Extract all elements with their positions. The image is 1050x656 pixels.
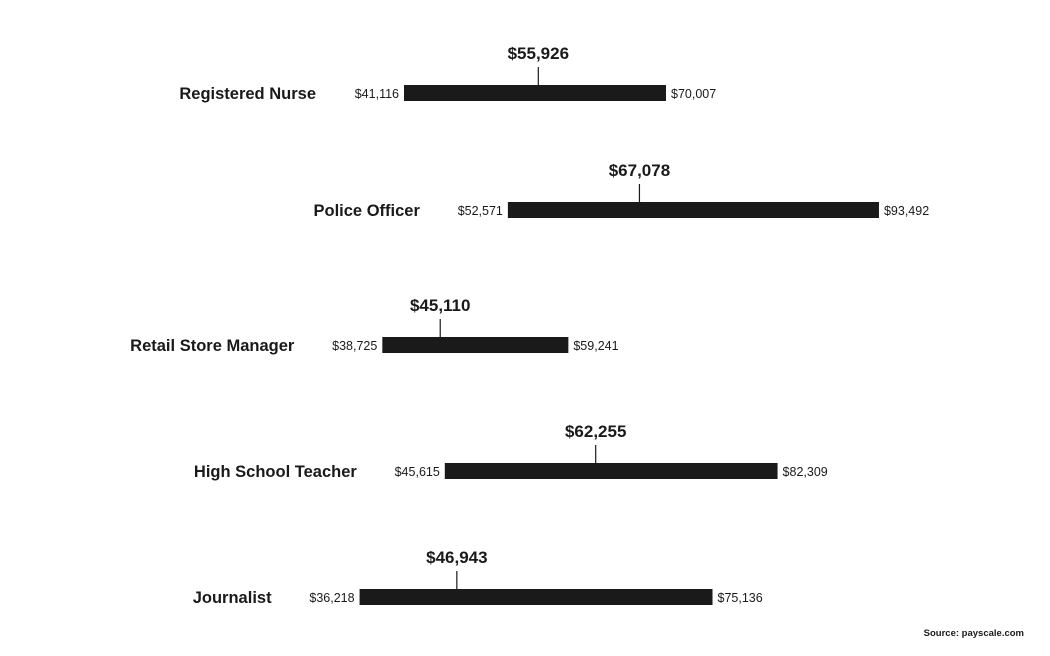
category-label-retail-store-manager: Retail Store Manager — [130, 337, 295, 355]
median-label-high-school-teacher: $62,255 — [564, 422, 627, 441]
min-label-police-officer: $52,571 — [457, 204, 503, 218]
range-bar-police-officer — [508, 202, 879, 218]
min-label-high-school-teacher: $45,615 — [394, 465, 440, 479]
min-label-registered-nurse: $41,116 — [354, 87, 399, 101]
median-label-registered-nurse: $55,926 — [507, 44, 570, 63]
range-bar-journalist — [360, 589, 713, 605]
range-bar-high-school-teacher — [445, 463, 778, 479]
range-bar-retail-store-manager — [382, 337, 568, 353]
range-bar-registered-nurse — [404, 85, 666, 101]
category-label-registered-nurse: Registered Nurse — [179, 85, 316, 103]
max-label-high-school-teacher: $82,309 — [782, 465, 828, 479]
max-label-journalist: $75,136 — [717, 591, 763, 605]
median-label-retail-store-manager: $45,110 — [409, 296, 471, 315]
min-label-retail-store-manager: $38,725 — [332, 339, 378, 353]
source-note: Source: payscale.com — [923, 628, 1024, 639]
max-label-retail-store-manager: $59,241 — [573, 339, 619, 353]
max-label-police-officer: $93,492 — [883, 204, 930, 218]
category-label-journalist: Journalist — [192, 589, 272, 607]
median-label-police-officer: $67,078 — [608, 161, 671, 180]
median-label-journalist: $46,943 — [426, 548, 488, 567]
min-label-journalist: $36,218 — [309, 591, 355, 605]
category-label-police-officer: Police Officer — [313, 202, 420, 220]
max-label-registered-nurse: $70,007 — [671, 87, 717, 101]
category-label-high-school-teacher: High School Teacher — [193, 463, 357, 481]
